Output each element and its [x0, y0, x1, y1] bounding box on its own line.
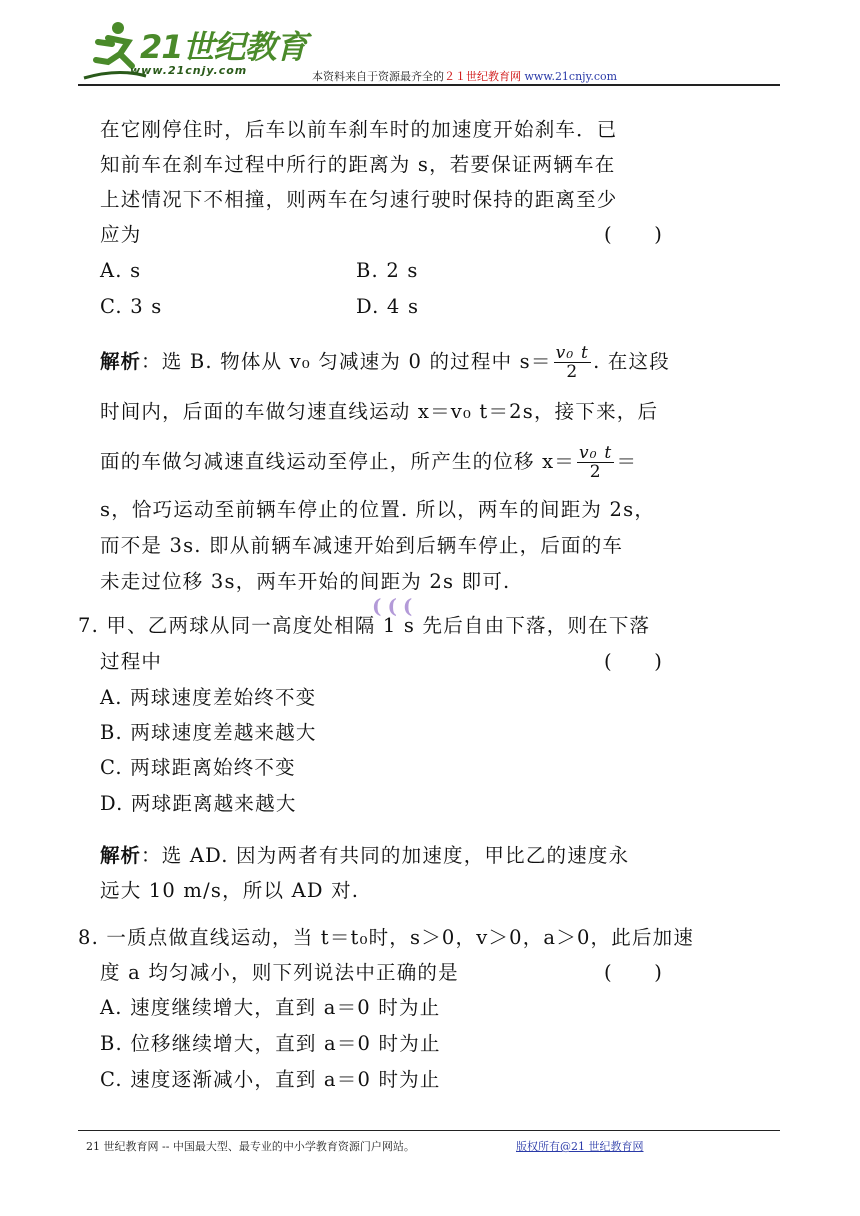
q6-answer-bracket: ( ) [604, 223, 664, 246]
q6-option-b: B. 2 s [356, 259, 419, 282]
q8-line-1: 8. 一质点做直线运动，当 t＝t₀时，s＞0，v＞0，a＞0，此后加速 [78, 926, 695, 949]
copyright-link[interactable]: 版权所有@21 世纪教育网 [516, 1140, 644, 1153]
footer-text: 21 世纪教育网 -- 中国最大型、最专业的中小学教育资源门户网站。 [86, 1140, 415, 1153]
a6-frac2-numerator: v₀ t [579, 443, 613, 463]
q7-option-d: D. 两球距离越来越大 [100, 792, 297, 815]
q8-answer-bracket: ( ) [604, 961, 664, 984]
q7-line-1: 7. 甲、乙两球从同一高度处相隔 1 s 先后自由下落，则在下落 [78, 614, 651, 637]
header-note-prefix: 本资料来自于资源最齐全的 [312, 70, 444, 83]
a6-fraction-2 [577, 444, 614, 481]
q7-line-2: 过程中 [100, 650, 163, 673]
a7-line-2: 远大 10 m/s，所以 AD 对. [100, 879, 360, 902]
a6-line-2: 时间内，后面的车做匀速直线运动 x＝v₀ t＝2s，接下来，后 [100, 400, 659, 423]
logo-text: 21世纪教育 [140, 28, 307, 66]
q7-option-c: C. 两球距离始终不变 [100, 756, 296, 779]
header-note [312, 68, 617, 84]
q8-line-2: 度 a 均匀减小，则下列说法中正确的是 [100, 961, 459, 984]
analysis-label: 解析 [100, 350, 142, 373]
a6-line-1a: ：选 B. 物体从 v₀ 匀减速为 0 的过程中 s＝ [141, 350, 552, 373]
header-divider [78, 84, 780, 86]
q6-option-a: A. s [100, 259, 142, 282]
a7-line-1-text: ：选 AD. 因为两者有共同的加速度，甲比乙的速度永 [141, 844, 630, 867]
q7-option-b: B. 两球速度差越来越大 [100, 721, 317, 744]
watermark: ((( [372, 594, 419, 618]
header-link[interactable]: www.21cnjy.com [524, 70, 618, 83]
a6-line-6: 未走过位移 3s，两车开始的间距为 2s 即可. [100, 570, 511, 593]
site-logo[interactable] [78, 18, 308, 88]
a6-fraction-1 [554, 344, 591, 381]
q8-option-b: B. 位移继续增大，直到 a＝0 时为止 [100, 1032, 441, 1055]
a6-frac1-numerator: v₀ t [555, 343, 590, 363]
a6-line-1 [100, 344, 670, 381]
a6-line-5: 而不是 3s. 即从前辆车减速开始到后辆车停止，后面的车 [100, 534, 624, 557]
analysis-label: 解析 [100, 844, 142, 867]
q6-option-c: C. 3 s [100, 295, 163, 318]
a7-line-1 [100, 838, 629, 874]
a6-line-1b: . 在这段 [593, 350, 670, 373]
a6-line-3 [100, 444, 637, 481]
q8-option-a: A. 速度继续增大，直到 a＝0 时为止 [100, 996, 441, 1019]
a6-line-3b: ＝ [616, 450, 638, 473]
header-note-highlight: ２１世纪教育网 [444, 70, 521, 83]
page-footer [86, 1138, 644, 1154]
q8-option-c: C. 速度逐渐减小，直到 a＝0 时为止 [100, 1068, 441, 1091]
q6-line-4: 应为 [100, 223, 142, 246]
page-header [0, 0, 860, 90]
q6-line-1: 在它刚停住时，后车以前车刹车时的加速度开始刹车．已 [100, 118, 618, 141]
q6-line-2: 知前车在刹车过程中所行的距离为 s，若要保证两辆车在 [100, 153, 616, 176]
a6-line-4: s，恰巧运动至前辆车停止的位置. 所以，两车的间距为 2s， [100, 498, 656, 521]
footer-divider [78, 1130, 780, 1131]
q6-line-3: 上述情况下不相撞，则两车在匀速行驶时保持的距离至少 [100, 188, 618, 211]
a6-frac2-denominator: 2 [589, 462, 602, 482]
logo-url: www.21cnjy.com [130, 64, 248, 77]
a6-frac1-denominator: 2 [566, 362, 579, 382]
q7-answer-bracket: ( ) [604, 650, 664, 673]
a6-line-3a: 面的车做匀减速直线运动至停止，所产生的位移 x＝ [100, 450, 575, 473]
q7-option-a: A. 两球速度差始终不变 [100, 686, 317, 709]
q6-option-d: D. 4 s [356, 295, 420, 318]
